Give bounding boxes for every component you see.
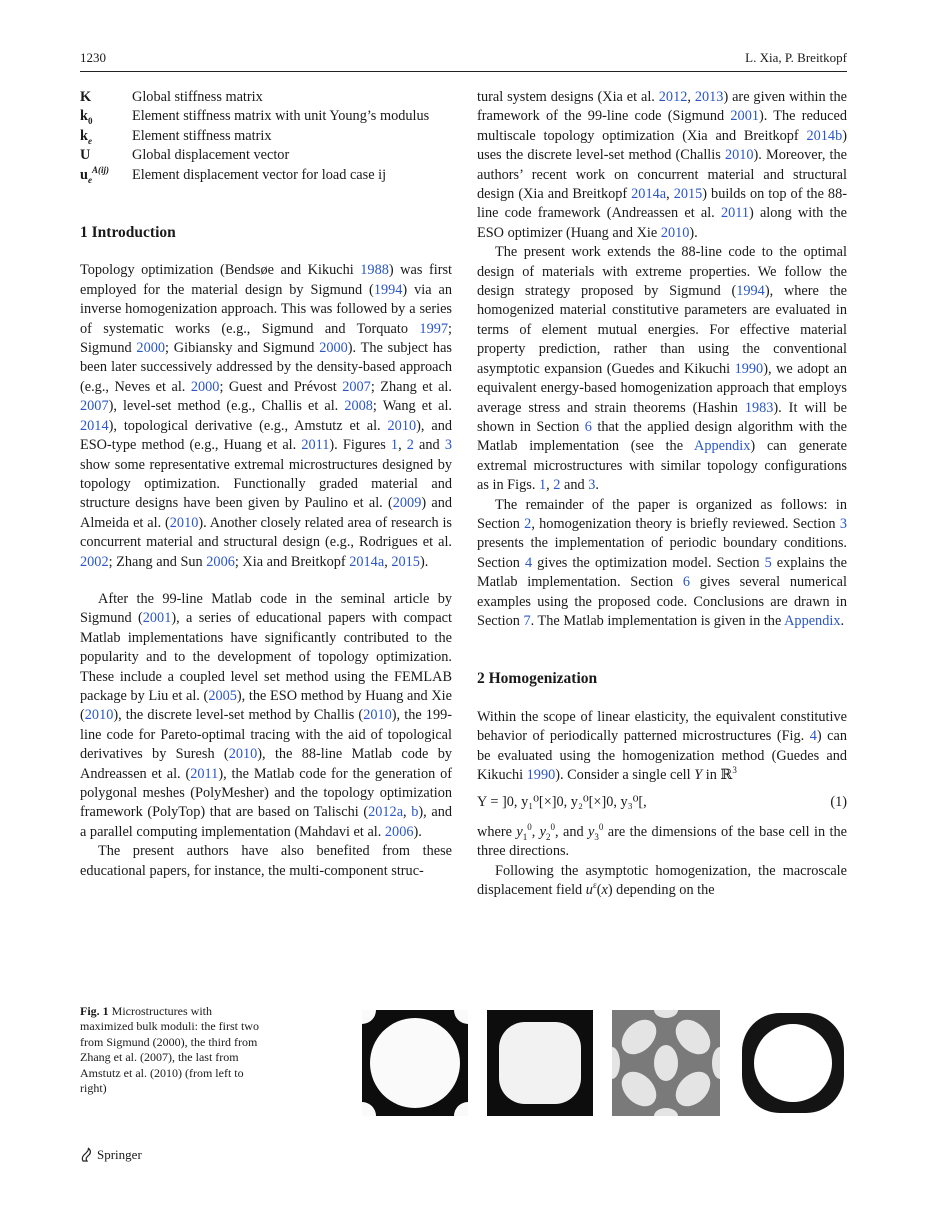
symbol: $k_0$	[80, 108, 93, 127]
symbol-desc: Global stiffness matrix	[132, 89, 263, 105]
section-heading: 2 Homogenization	[477, 670, 598, 688]
symbol: U	[80, 147, 91, 164]
page-number: 1230	[80, 50, 106, 65]
paragraph: The remainder of the paper is organized as follows: in Section 2, homogenization theory is briefly reviewed. Section 3 presents the implementation of periodic boundary conditions. Section 4 gives the optimization model. Section 5 explains the Matlab implementation. Section 6 gives several numerical examples using the proposed code. Conclusions are drawn in Section 7. The Matlab implementation is given in the Appendix.	[477, 496, 847, 629]
springer-logo-icon	[80, 1147, 94, 1163]
right-column	[477, 88, 847, 900]
equation-1	[477, 793, 847, 812]
nomenclature	[80, 88, 452, 185]
footer	[80, 1147, 142, 1163]
paragraph: tural system designs (Xia et al. 2012, 2013) are given within the framework of the 99-line code (Sigmund 2001). The reduced multiscale topology optimization (Xia and Breitkopf 2014b) uses the discrete level-set method (Challis 2010). Moreover, the authors’ recent work on concurrent material and structural design (Xia and Breitkopf 2014a, 2015) builds on top of the 88-line code framework (Andreassen et al. 2011) along with the ESO optimizer (Huang and Xie 2010).	[477, 89, 848, 241]
publisher-name: Springer	[97, 1147, 142, 1162]
paragraph: Following the asymptotic homogenization, the macroscale displacement field $u^\varepsilon(x)$ depending on the	[477, 862, 847, 899]
paragraph: Within the scope of linear elasticity, the equivalent constitutive behavior of periodically patterned microstructures (Fig. 4) can be evaluated using the homogenization method (Guedes and Kikuchi 1990). Consider a single cell Y in ℝ$^3$	[477, 708, 847, 783]
symbol: $u_e^{A(ij)}$	[80, 164, 109, 185]
microstructure-1	[362, 1010, 468, 1116]
symbol-desc: Element stiffness matrix with unit Young’s modulus	[132, 108, 430, 125]
left-column	[80, 88, 452, 881]
equation-number: (1)	[830, 794, 847, 811]
paragraph: After the 99-line Matlab code in the seminal article by Sigmund (2001), a series of educational papers with compact Matlab implementations have significantly contributed to the popularity and to the development of topology optimization. These include a coupled level set method using the FEMLAB package by Liu et al. (2005), the ESO method by Huang and Xie (2010), the discrete level-set method by Challis (2010), the 199-line code for Pareto-optimal tracing with the aid of topological derivatives by Suresh (2010), the 88-line Matlab code by Andreassen et al. (2011), the Matlab code for the generation of polygonal meshes (PolyMesher) and the topology optimization framework (PolyTop) that are based on Talischi (2012a, b), and a parallel computing implementation (Mahdavi et al. 2006).	[80, 590, 453, 840]
symbol: $k_e$	[80, 127, 92, 146]
equation-body: Y = ]0, y₁⁰[×]0, y₂⁰[×]0, y₃⁰[,	[477, 794, 647, 811]
running-head: L. Xia, P. Breitkopf	[745, 50, 847, 65]
header-rule	[80, 71, 847, 72]
symbol-desc: Global displacement vector	[132, 147, 290, 164]
section-heading: 1 Introduction	[80, 224, 176, 242]
paragraph: where $y_1^0$, $y_2^0$, and $y_3^0$ are the dimensions of the base cell in the three directions.	[477, 822, 847, 860]
figure-label: Fig. 1	[80, 1004, 109, 1018]
symbol-desc: Element stiffness matrix	[132, 127, 272, 144]
microstructure-3	[612, 1010, 720, 1116]
caption-text: Microstructures with maximized bulk moduli: the first two from Sigmund (2000), the third from Zhang et al. (2007), the last from Amstutz et al. (2010) (from left to right)	[80, 1004, 259, 1096]
microstructure-2	[487, 1010, 593, 1116]
paragraph: The present work extends the 88-line code to the optimal design of materials with extreme properties. We follow the design strategy proposed by Sigmund (1994), where the homogenized material constitutive parameters are evaluated in terms of element mutual energies. For effective material property prediction, rather than using the conventional asymptotic expansion (Guedes and Kikuchi 1990), we adopt an equivalent energy-based homogenization approach that employs average stress and strain theorems (Hashin 1983). It will be shown in Section 6 that the applied design algorithm with the Matlab implementation (see the Appendix) can generate extremal microstructures with similar topology configurations as in Figs. 1, 2 and 3.	[477, 244, 848, 494]
paragraph: The present authors have also benefited from these educational papers, for instance, the multi-component struc-	[80, 843, 452, 879]
symbol-desc: Element displacement vector for load case ij	[132, 166, 387, 183]
symbol: K	[80, 89, 92, 105]
figure-caption	[80, 1004, 260, 1096]
microstructure-4	[739, 1010, 847, 1116]
paragraph: Topology optimization (Bendsøe and Kikuchi 1988) was first employed for the material design by Sigmund (1994) via an inverse homogenization approach. This was followed by a series of systematic works (e.g., Sigmund and Torquato 1997; Sigmund 2000; Gibiansky and Sigmund 2000). The subject has been later successively addressed by the density-based approach (e.g., Neves et al. 2000; Guest and Prévost 2007; Zhang et al. 2007), level-set method (e.g., Challis et al. 2008; Wang et al. 2014), topological derivative (e.g., Amstutz et al. 2010), and ESO-type method (e.g., Huang et al. 2011). Figures 1, 2 and 3 show some representative extremal microstructures designed by topology optimization. Functionally graded material and structure designs have been given by Paulino et al. (2009) and Almeida et al. (2010). Another closely related area of research is concurrent material and structural design (e.g., Rodrigues et al. 2002; Zhang and Sun 2006; Xia and Breitkopf 2014a, 2015).	[80, 262, 452, 570]
